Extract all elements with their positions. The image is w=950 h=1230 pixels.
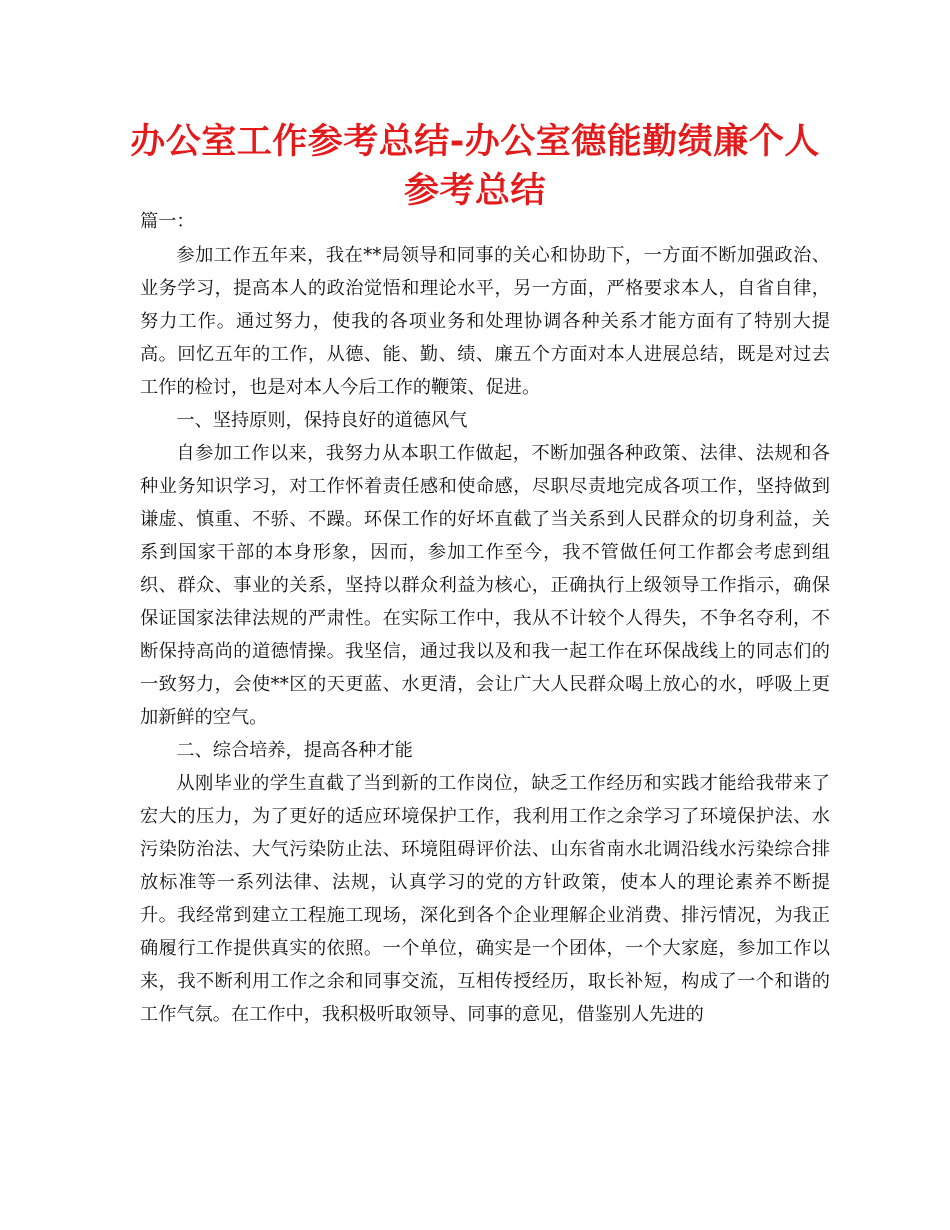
paragraph-intro: 参加工作五年来，我在**局领导和同事的关心和协助下，一方面不断加强政治、业务学习，提高本人的政治觉悟和理论水平，另一方面，严格要求本人，自省自律，努力工作。通过努力，使我的各项业务和处理协调各种关系才能方面有了特别大提高。回忆五年的工作，从德、能、勤、绩、廉五个方面对本人进展总结，既是对过去工作的检讨，也是对本人今后工作的鞭策、促进。 <box>140 245 830 398</box>
section-heading-1: 一、坚持原则，保持良好的道德风气 <box>176 410 468 431</box>
section-heading-2: 二、综合培养，提高各种才能 <box>176 740 413 761</box>
document-title: 办公室工作参考总结-办公室德能勤绩廉个人参考总结 <box>130 122 820 211</box>
document-body <box>140 207 830 1031</box>
paragraph-morality: 自参加工作以来，我努力从本职工作做起，不断加强各种政策、法律、法规和各种业务知识学习，对工作怀着责任感和使命感，尽职尽责地完成各项工作，坚持做到谦虚、慎重、不骄、不躁。环保工作的好坏直截了当关系到人民群众的切身利益，关系到国家干部的本身形象，因而，参加工作至今，我不管做任何工作都会考虑到组织、群众、事业的关系，坚持以群众利益为核心，正确执行上级领导工作指示，确保保证国家法律法规的严肃性。在实际工作中，我从不计较个人得失，不争名夺利，不断保持高尚的道德情操。我坚信，通过我以及和我一起工作在环保战线上的同志们的一致努力，会使**区的天更蓝、水更清，会让广大人民群众喝上放心的水，呼吸上更加新鲜的空气。 <box>140 443 830 728</box>
section-label: 篇一： <box>140 211 195 232</box>
paragraph-ability: 从刚毕业的学生直截了当到新的工作岗位，缺乏工作经历和实践才能给我带来了宏大的压力，为了更好的适应环境保护工作，我利用工作之余学习了环境保护法、水污染防治法、大气污染防止法、环境阻碍评价法、山东省南水北调沿线水污染综合排放标准等一系列法律、法规，认真学习的党的方针政策，使本人的理论素养不断提升。我经常到建立工程施工现场，深化到各个企业理解企业消费、排污情况，为我正确履行工作提供真实的依照。一个单位，确实是一个团体，一个大家庭，参加工作以来，我不断利用工作之余和同事交流，互相传授经历，取长补短，构成了一个和谐的工作气氛。在工作中，我积极听取领导、同事的意见，借鉴别人先进的 <box>140 773 830 1025</box>
